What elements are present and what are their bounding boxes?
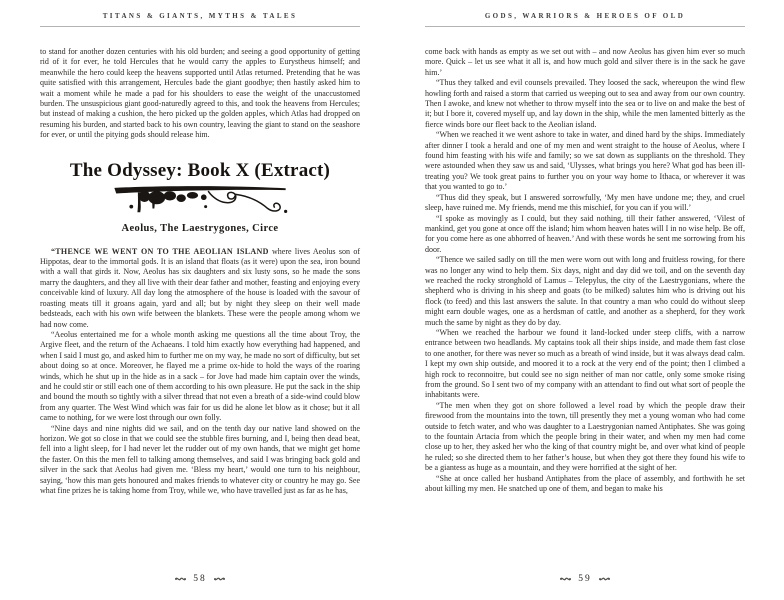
chapter-ornament-icon [40,185,360,217]
paragraph: “The men when they got on shore followed a level road by which the people draw their firewood from the mountains into the town, till presently they met a young woman who had come outside to fetch water, and who was daughter to a Laestrygonian named Antiphates. She was going to the fountain Artacia from which the people bring in their water, and when my men had come close up to her, they asked her who the king of that country might be, and over what kind of people he ruled; so she directed them to her father’s house, but when they got there they found his wife to be a giantess as huge as a mountain, and they were horrified at the sight of her. [425,400,745,473]
chapter-subtitle: Aeolus, The Laestrygones, Circe [121,222,279,234]
paragraph: “When we reached the harbour we found it land-locked under steep cliffs, with a narrow entrance between two headlands. My captains took all their ships inside, and made them fast close to one another, for there was never so much as a breath of wind inside, but it was always dead calm. I kept my own ship outside, and moored it to a rock at the very end of the point; then I climbed a high rock to reconnoitre, but could see no sign neither of man nor cattle, only some smoke rising from the ground. So I sent two of my company with an attendant to find out what sort of people the inhabitants were. [425,327,745,400]
page-number-right: 59 [578,574,592,584]
paragraph: “She at once called her husband Antiphates from the place of assembly, and forthwith he set about killing my men. He snatched up one of them, and began to make his [425,473,745,494]
chapter-title: The Odyssey: Book X (Extract) [69,159,331,181]
running-head-right: GODS, WARRIORS & HEROES OF OLD [425,12,745,27]
paragraph: “Aeolus entertained me for a whole month asking me questions all the time about Troy, the Argive fleet, and the return of the Achaeans. I told him exactly how everything had happened, and when I said I must go, and asked him to further me on my way, he made no sort of difficulty, but set about doing so at once. Moreover, he flayed me a prime ox-hide to hold the ways of the roaring winds, which he shut up in the hide as in a sack – for Jove had made him captain over the winds, and he could stir or still each one of them according to his own pleasure. He put the sack in the ship and bound the mouth so tightly with a silver thread that not even a breath of a side-wind could blow from any quarter. The West Wind which was fair for us did he alone let blow as it chose; but it all came to nothing, for we were lost through our own folly. [40,329,360,423]
left-body-block [40,247,360,497]
fleuron-scroll-left-icon [175,576,186,582]
page-number-left: 58 [193,574,207,584]
right-body-block [425,47,745,494]
folio-left [40,568,360,584]
paragraph: “Thus did they speak, but I answered sorrowfully, ‘My men have undone me; they, and cruel sleep, have ruined me. My friends, mend me this mischief, for you can if you will.’ [425,192,745,213]
paragraph: “Thence we sailed sadly on till the men were worn out with long and fruitless rowing, for there was no longer any wind to help them. Six days, night and day did we toil, and on the seventh day we reached the rocky stronghold of Lamus – Telepylus, the city of the Laestrygonians, where the shepherd who is driving in his sheep and goats (to be milked) salutes him who is driving out his flock (to feed) and this last answers the salute. In that country a man who could do without sleep might earn double wages, one as a herdsman of cattle, and another as a shepherd, for they work much the same by night as they do by day. [425,255,745,327]
fleuron-scroll-left-icon [560,576,571,582]
left-intro-block [40,47,360,141]
paragraph: “Thus they talked and evil counsels prevailed. They loosed the sack, whereupon the wind flew howling forth and raised a storm that carried us weeping out to sea and away from our own country. Then I awoke, and knew not whether to throw myself into the sea or to live on and make the best of it; but I bore it, covered myself up, and lay down in the ship, while the men lamented bitterly as the fierce winds bore our fleet back to the Aeolian island. [425,78,745,129]
folio-right [425,568,745,584]
paragraph: come back with hands as empty as we set out with – and now Aeolus has given him ever so much more. Quick – let us see what it all is, and how much gold and silver there is in the sack he gave him.’ [425,47,745,77]
fleuron-scroll-right-icon [599,576,610,582]
paragraph: “Nine days and nine nights did we sail, and on the tenth day our native land showed on the horizon. We got so close in that we could see the stubble fires burning, and I, being then dead beat, fell into a light sleep, for I had never let the rudder out of my own hands, that we might get home the faster. On this the men fell to talking among themselves, and said I was bringing back gold and silver in the sack that Aeolus had given me. ‘Bless my heart,’ would one turn to his neighbour, saying, ‘how this man gets honoured and makes friends to whatever city or country he may go. See what fine prizes he is taking home from Troy, while we, who have travelled just as far as he has, [40,423,360,495]
running-head-left: TITANS & GIANTS, MYTHS & TALES [40,12,360,27]
fleuron-scroll-right-icon [214,576,225,582]
paragraph: to stand for another dozen centuries with his old burden; and seeing a good opportunity of getting rid of it for ever, he told Hercules that he would carry the apples to Eurystheus himself; and meanwhile the hero could keep the heavens supported until Atlas returned. Pretending that he was quite satisfied with this arrangement, Hercules bade the giant goodbye; then hastily asked him to wait a moment while he made a pad for his shoulders to ease the weight of the unaccustomed burden. The unsuspicious giant good-naturedly agreed to this, and took the heavens from Hercules; but instead of making a cushion, the hero picked up the golden apples, which Atlas had dropped on resuming his burden, and started back to his own country, leaving the giant to stand on the seashore for ever, or until the pitying gods should release him. [40,47,360,140]
paragraph: “When we reached it we went ashore to take in water, and dined hard by the ships. Immediately after dinner I took a herald and one of my men and went straight to the house of Aeolus, where I found him feasting with his wife and family; so we sat down as suppliants on the threshold. They were astounded when they saw us and said, ‘Ulysses, what brings you here? What god has been ill-treating you? We took great pains to further you on your way home to Ithaca, or wherever it was that you wanted to go to.’ [425,130,745,192]
paragraph: “I spoke as movingly as I could, but they said nothing, till their father answered, ‘Vilest of mankind, get you gone at once off the island; him whom heaven hates will I in no wise help. Be off, for you come here as one abhorred of heaven.’ And with these words he sent me sorrowing from his door. [425,213,745,254]
right-page [392,0,784,600]
paragraph: “THENCE WE WENT ON TO THE AEOLIAN ISLAND where lives Aeolus son of Hippotas, dear to the immortal gods. It is an island that floats (as it were) upon the sea, iron bound with a wall that girds it. Now, Aeolus has six daughters and six lusty sons, so he made the sons marry the daughters, and they all live with their dear father and mother, feasting and enjoying every conceivable kind of luxury. All day long the atmosphere of the house is loaded with the savour of roasting meats till it groans again, yard and all; but by night they sleep on their well made bedsteads, each with his own wife between the blankets. These were the people among whom we had now come. [40,246,360,329]
